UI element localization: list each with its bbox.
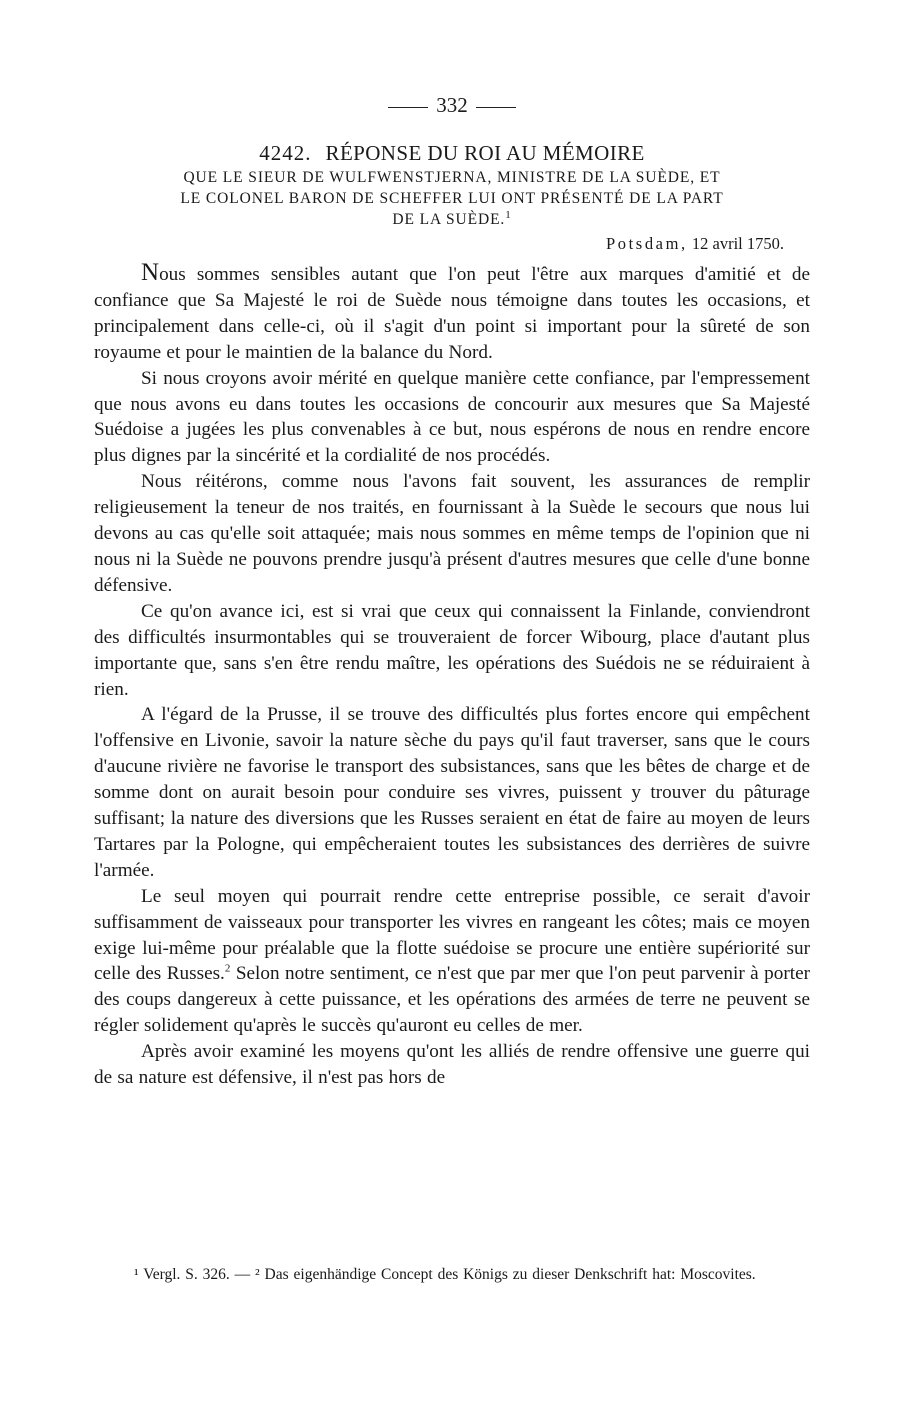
body-text [94, 260, 810, 1091]
paragraph: Nous réitérons, comme nous l'avons fait souvent, les assurances de remplir religieusement la teneur de nos traités, en fournissant à la Suède le secours que nous lui devons au cas qu'elle soit attaquée; mais nous sommes en même temps de l'opinion que ni nous ni la Suède ne pouvons prendre jusqu'à présent d'autres mesures que celle d'une bonne défensive. [94, 471, 810, 596]
paragraph [94, 884, 810, 1039]
page-content [94, 92, 810, 1091]
subtitle-line [94, 209, 810, 230]
paragraph: Si nous croyons avoir mérité en quelque manière cette confiance, par l'empressement que nous avons eu dans toutes les occasions de concourir aux mesures que Sa Majesté Suédoise a jugées les plus convenables à ce but, nous espérons de nous en rendre encore plus dignes par la sincérité et la cordialité de nos procédés. [94, 367, 810, 467]
paragraph: Nous sommes sensibles autant que l'on peut l'être aux marques d'amitié et de confiance que Sa Majesté le roi de Suède nous témoigne dans toutes les occasions, et principalement dans celle-ci, où il s'agit d'un point si important pour la sûreté de son royaume et pour le maintien de la balance du Nord. [94, 259, 810, 363]
page-number: 332 [436, 93, 468, 117]
subtitle-line: LE COLONEL BARON DE SCHEFFER LUI ONT PRÉSENTÉ DE LA PART [180, 190, 724, 207]
paragraph-text: Selon notre sentiment, ce n'est que par mer que l'on peut parvenir à porter des coups dangereux à cette puissance, et les opérations des armées de terre ne peuvent se régler solidement qu'après le succès qu'auront eu celles de mer. [94, 963, 810, 1037]
footnote-text: ¹ Vergl. S. 326. — ² Das eigenhändige Concept des Königs zu dieser Denkschrift hat: Moscovites. [134, 1266, 756, 1283]
dateline [94, 232, 810, 256]
subtitle-line-text: DE LA SUÈDE. [392, 211, 506, 228]
paragraph-text: Le seul moyen qui pourrait rendre cette entreprise possible, ce serait d'avoir suffisamment de vaisseaux pour transporter les vivres en rangeant les côtes; mais ce moyen exige lui-même pour préalable que la flotte suédoise se procure une entière supériorité sur celle des Russes. [94, 885, 810, 985]
footnotes [94, 1264, 810, 1285]
dateline-place: Potsdam, [605, 234, 688, 253]
footnote-marker: 2 [224, 963, 231, 976]
subtitle-line: QUE LE SIEUR DE WULFWENSTJERNA, MINISTRE DE LA SUÈDE, ET [183, 169, 721, 186]
document-title-text: RÉPONSE DU ROI AU MÉMOIRE [325, 141, 645, 165]
page-number-dash-left [388, 107, 428, 108]
footnote-marker: 1 [505, 208, 512, 221]
paragraph: Après avoir examiné les moyens qu'ont les alliés de rendre offensive une guerre qui de sa nature est défensive, il n'est pas hors de [94, 1041, 810, 1089]
document-title [94, 140, 810, 166]
page-number-dash-right [476, 107, 516, 108]
document-number: 4242. [259, 141, 312, 165]
paragraph: Ce qu'on avance ici, est si vrai que ceux qui connaissent la Finlande, conviendront des difficultés insurmontables qui se trouveraient de forcer Wibourg, place d'autant plus importante que, sans s'en être rendu maître, les opérations des Suédois ne se réduiraient à rien. [94, 600, 810, 700]
paragraph: A l'égard de la Prusse, il se trouve des difficultés plus fortes encore qui empêchent l'offensive en Livonie, savoir la nature sèche du pays qu'il faut traverser, sans que le cours d'aucune rivière ne favorise le transport des subsistances, sans que les bêtes de charge et de somme dont on aurait besoin pour conduire ses vivres, puissent y trouver du pâturage suffisant; la nature des diversions que les Russes seraient en état de faire au moyen de leurs Tartares par la Pologne, qui empêcheraient toutes les subsistances des derrières de suivre l'armée. [94, 704, 810, 881]
dateline-date: 12 avril 1750. [691, 234, 784, 253]
document-subtitle [94, 167, 810, 230]
page-number-line [94, 92, 810, 122]
